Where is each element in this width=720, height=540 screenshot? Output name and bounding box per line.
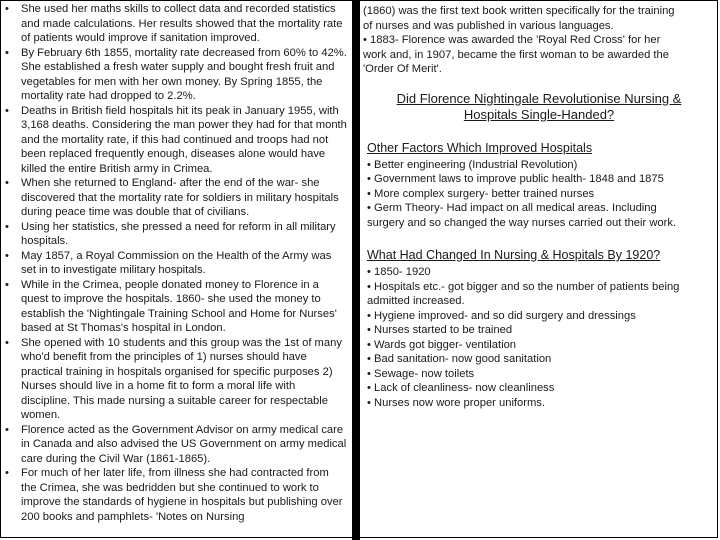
list-item: • Government laws to improve public health- 1848 and 1875 (367, 173, 664, 185)
list-item: • Hospitals etc.- got bigger and so the number of patients being (367, 280, 680, 293)
bullet-dot-icon: • (5, 177, 9, 189)
other-factors-list (363, 158, 715, 231)
bullet-item (1, 104, 351, 177)
bullet-item (1, 176, 351, 220)
left-bullet-list (1, 2, 351, 524)
intro-line: of nurses and was published in various languages. (363, 19, 614, 32)
bullet-item (1, 2, 351, 46)
bullet-text: While in the Crimea, people donated money to Florence in a quest to improve the hospitals. 1860- she used the money to establish the 'Nightingale Training School and Home for Nurses' based at St Thomas's hospital in London. (21, 278, 337, 334)
list-item: • Nurses started to be trained (367, 324, 513, 336)
bullet-item (1, 220, 351, 249)
bullet-text: By February 6th 1855, mortality rate decreased from 60% to 42%. She established a fresh water supply and bought fresh fruit and vegetables for men with her own money. By Spring 1855, the mortality rate had dropped to 2.2%. (21, 46, 347, 102)
bullet-text: For much of her later life, from illness she had contracted from the Crimea, she was bedridden but she continued to work to improve the standards of hygiene in hospitals but publishing over 200 books and pamphlets- 'Notes on Nursing (21, 467, 343, 523)
bullet-dot-icon: • (5, 220, 9, 233)
list-item: • 1850- 1920 (367, 266, 431, 278)
list-item: • Lack of cleanliness- now cleanliness (367, 382, 555, 394)
bullet-text: She used her maths skills to collect data and recorded statistics and made calculations. Her results showed that the mortality rate of patients would improve if sanitation improved. (21, 3, 343, 44)
bullet-dot-icon: • (5, 46, 9, 59)
list-item: • More complex surgery- better trained nurses (367, 187, 595, 200)
list-item: • Hygiene improved- and so did surgery and dressings (367, 309, 636, 322)
bullet-text: Deaths in British field hospitals hit its peak in January 1955, with 3,168 deaths. Considering the man power they had for that month and the mortality rate, if this had continued and troops had not been replaced frequently enough, diseases alone would have killed the entire British army in Crimea. (21, 104, 347, 175)
bullet-item (1, 278, 351, 336)
bullet-text: Florence acted as the Government Advisor on army medical care in Canada and also advised the US Government on army medical care during the Civil War (1861-1865). (21, 423, 347, 465)
intro-line: work and, in 1907, became the first woman to be awarded the (363, 48, 669, 61)
bullet-text: She opened with 10 students and this group was the 1st of many who'd benefit from the principles of 1) nurses should have practical training in hospitals organised for specific purposes 2) Nurses should live in a home fit to form a moral life with discipline. This made nursing a suitable career for respectable women. (21, 336, 342, 421)
intro-text (363, 4, 715, 77)
right-column (363, 4, 715, 534)
list-item: • Nurses now wore proper uniforms. (367, 396, 546, 409)
bullet-dot-icon: • (5, 423, 9, 436)
main-question-heading (363, 91, 715, 123)
what-changed-heading: What Had Changed In Nursing & Hospitals By 1920? (367, 248, 661, 262)
bullet-text: May 1857, a Royal Commission on the Health of the Army was set in to investigate military hospitals. (21, 249, 332, 276)
list-item: surgery and so changed the way nurses carried out their work. (367, 216, 677, 229)
bullet-dot-icon: • (5, 249, 9, 262)
left-column (1, 2, 351, 536)
bullet-dot-icon: • (5, 104, 9, 117)
main-heading-line-1: Did Florence Nightingale Revolutionise Nursing & (396, 90, 682, 106)
bullet-text: Using her statistics, she pressed a need for reform in all military hospitals. (21, 220, 336, 247)
bullet-item (1, 423, 351, 467)
bullet-text: When she returned to England- after the end of the war- she discovered that the mortality rate for soldiers in military hospitals during peace time was double that of civilians. (21, 177, 339, 218)
intro-line: • 1883- Florence was awarded the 'Royal Red Cross' for her (363, 34, 661, 46)
bullet-item (1, 46, 351, 104)
bullet-dot-icon: • (5, 467, 9, 479)
bullet-dot-icon: • (5, 278, 9, 291)
intro-line: (1860) was the first text book written specifically for the training (363, 5, 675, 17)
column-divider (352, 0, 360, 540)
main-heading-line-2: Hospitals Single-Handed? (463, 106, 615, 122)
bullet-item (1, 466, 351, 524)
list-item: • Wards got bigger- ventilation (367, 338, 517, 351)
list-item: • Bad sanitation- now good sanitation (367, 353, 552, 365)
list-item: • Sewage- now toilets (367, 367, 475, 380)
bullet-item (1, 336, 351, 423)
other-factors-section (363, 141, 715, 231)
bullet-dot-icon: • (5, 3, 9, 15)
list-item: • Better engineering (Industrial Revolution) (367, 158, 578, 171)
list-item: admitted increased. (367, 295, 465, 307)
intro-line: 'Order Of Merit'. (363, 63, 442, 75)
what-changed-list (363, 265, 715, 410)
other-factors-heading: Other Factors Which Improved Hospitals (367, 140, 593, 155)
what-changed-section (363, 248, 715, 410)
bullet-item (1, 249, 351, 278)
list-item: • Germ Theory- Had impact on all medical areas. Including (367, 202, 657, 214)
bullet-dot-icon: • (5, 336, 9, 349)
